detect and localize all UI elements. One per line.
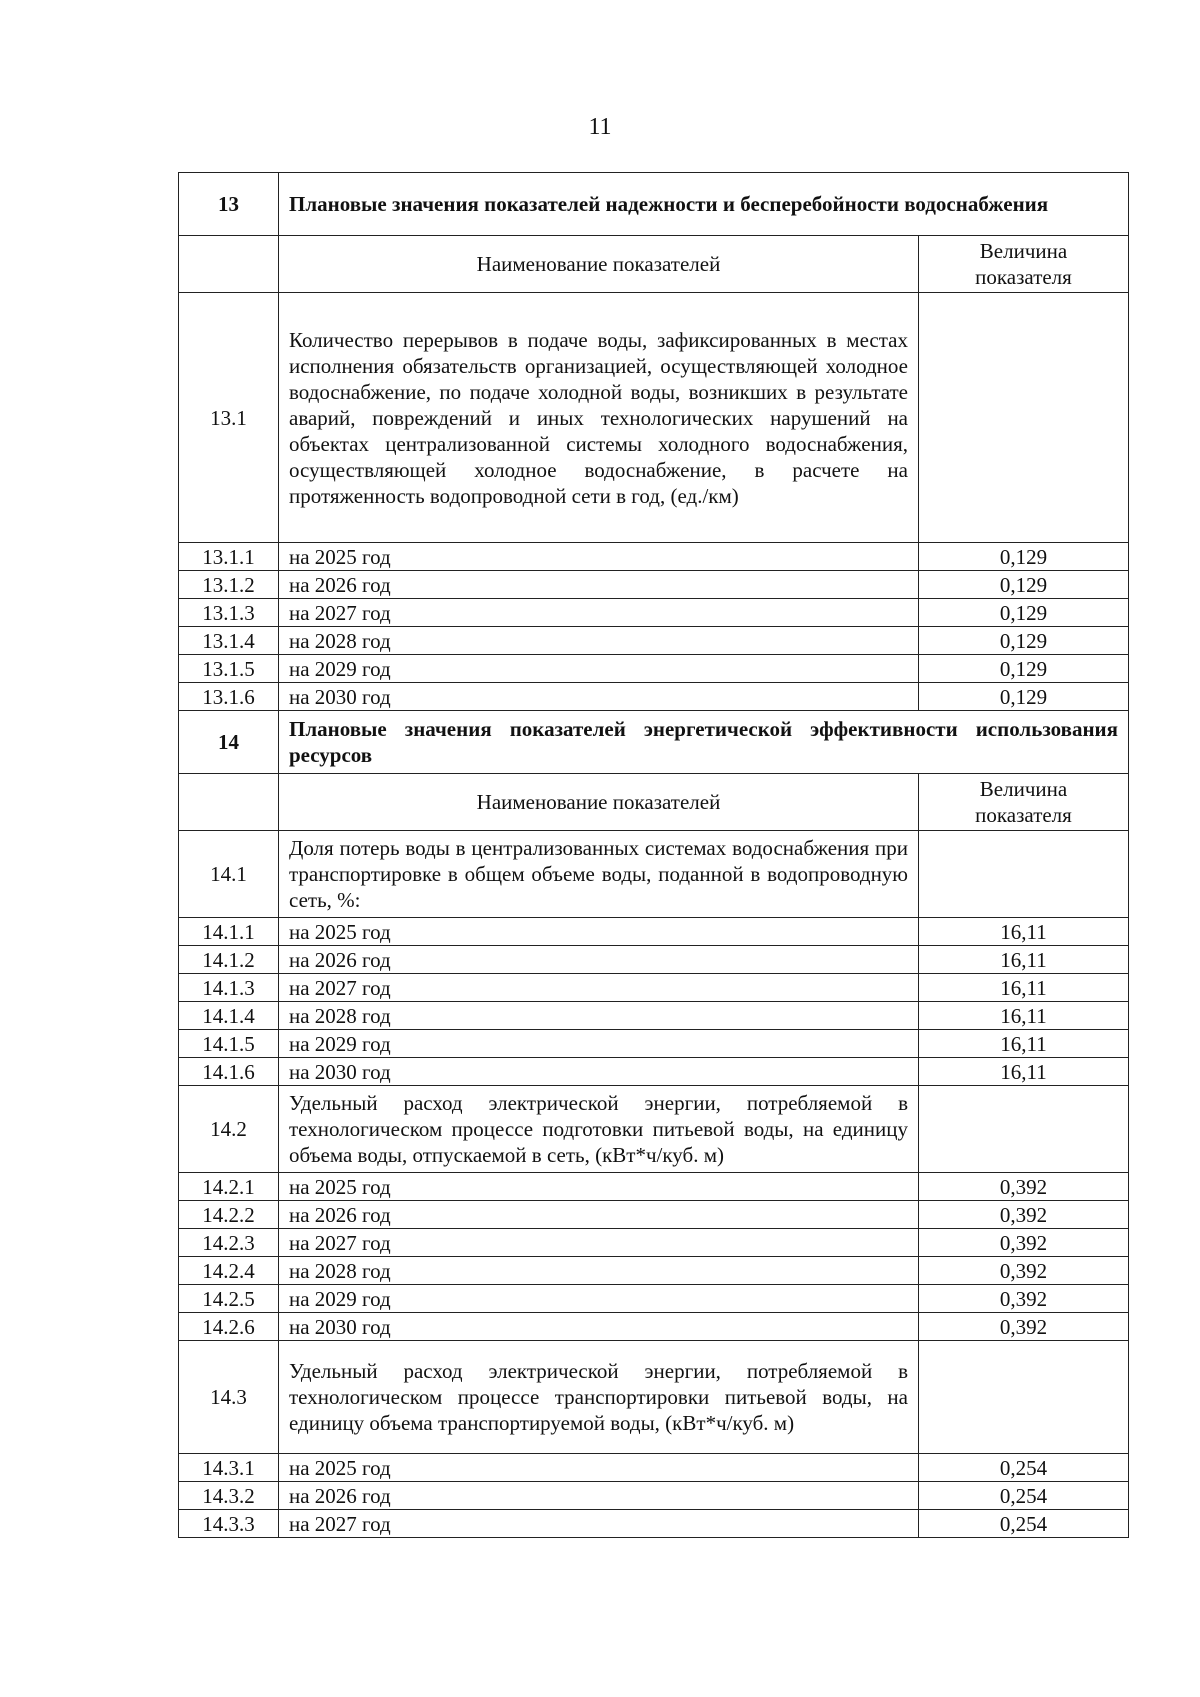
section-number: 14 (179, 711, 279, 774)
indicator-row (179, 1341, 1129, 1454)
year-value: 0,254 (919, 1482, 1129, 1510)
indicator-number: 14.1 (179, 831, 279, 918)
year-label: на 2030 год (279, 683, 919, 711)
year-value: 0,254 (919, 1454, 1129, 1482)
indicator-value-blank (919, 831, 1129, 918)
year-number: 13.1.5 (179, 655, 279, 683)
section-row (179, 711, 1129, 774)
year-label: на 2025 год (279, 1173, 919, 1201)
year-row (179, 683, 1129, 711)
year-label: на 2029 год (279, 1030, 919, 1058)
year-value: 0,129 (919, 683, 1129, 711)
column-header-value: Величина показателя (919, 774, 1129, 831)
indicator-number: 14.3 (179, 1341, 279, 1454)
year-number: 14.1.2 (179, 946, 279, 974)
year-row (179, 571, 1129, 599)
indicator-value-blank (919, 1341, 1129, 1454)
year-value: 16,11 (919, 946, 1129, 974)
year-row (179, 599, 1129, 627)
year-value: 16,11 (919, 1030, 1129, 1058)
year-row (179, 918, 1129, 946)
year-value: 0,254 (919, 1510, 1129, 1538)
indicator-value-blank (919, 293, 1129, 543)
year-row (179, 1058, 1129, 1086)
year-value: 0,392 (919, 1285, 1129, 1313)
year-label: на 2030 год (279, 1313, 919, 1341)
year-row (179, 1482, 1129, 1510)
year-number: 14.2.2 (179, 1201, 279, 1229)
year-number: 14.2.3 (179, 1229, 279, 1257)
year-value: 0,129 (919, 627, 1129, 655)
section-row (179, 173, 1129, 236)
year-number: 14.1.4 (179, 1002, 279, 1030)
year-number: 14.1.5 (179, 1030, 279, 1058)
year-value: 16,11 (919, 1058, 1129, 1086)
year-label: на 2028 год (279, 1257, 919, 1285)
year-label: на 2026 год (279, 1482, 919, 1510)
indicator-number: 14.2 (179, 1086, 279, 1173)
year-row (179, 974, 1129, 1002)
column-header-blank (179, 774, 279, 831)
year-label: на 2025 год (279, 543, 919, 571)
indicator-row (179, 1086, 1129, 1173)
year-label: на 2029 год (279, 1285, 919, 1313)
year-row (179, 1510, 1129, 1538)
indicator-text: Количество перерывов в подаче воды, зафиксированных в местах исполнения обязательств организацией, осуществляющей холодное водоснабжение, по подаче холодной воды, возникших в результате аварий, повреждений и иных технологических нарушений на объектах централизованной системы холодного водоснабжения, осуществляющей холодное водоснабжение, в расчете на протяженность водопроводной сети в год, (ед./км) (279, 293, 919, 543)
section-title: Плановые значения показателей энергетической эффективности использования ресурсов (279, 711, 1129, 774)
year-label: на 2028 год (279, 627, 919, 655)
year-label: на 2025 год (279, 1454, 919, 1482)
year-number: 14.2.1 (179, 1173, 279, 1201)
year-value: 0,392 (919, 1229, 1129, 1257)
year-row (179, 1454, 1129, 1482)
column-header-value: Величина показателя (919, 236, 1129, 293)
year-number: 14.2.4 (179, 1257, 279, 1285)
year-row (179, 1313, 1129, 1341)
year-label: на 2026 год (279, 1201, 919, 1229)
column-header-blank (179, 236, 279, 293)
year-number: 14.1.1 (179, 918, 279, 946)
section-number: 13 (179, 173, 279, 236)
indicators-table (178, 172, 1129, 1538)
column-header-name: Наименование показателей (279, 236, 919, 293)
year-row (179, 1201, 1129, 1229)
year-number: 14.2.6 (179, 1313, 279, 1341)
year-number: 13.1.3 (179, 599, 279, 627)
year-row (179, 543, 1129, 571)
indicator-number: 13.1 (179, 293, 279, 543)
year-number: 13.1.1 (179, 543, 279, 571)
year-row (179, 1285, 1129, 1313)
year-value: 0,392 (919, 1201, 1129, 1229)
indicator-row (179, 293, 1129, 543)
year-label: на 2026 год (279, 946, 919, 974)
column-header-row (179, 774, 1129, 831)
year-value: 0,392 (919, 1313, 1129, 1341)
year-number: 13.1.6 (179, 683, 279, 711)
year-number: 14.1.3 (179, 974, 279, 1002)
year-value: 16,11 (919, 1002, 1129, 1030)
section-title: Плановые значения показателей надежности и бесперебойности водоснабжения (279, 173, 1129, 236)
year-value: 0,129 (919, 571, 1129, 599)
column-header-name: Наименование показателей (279, 774, 919, 831)
indicator-row (179, 831, 1129, 918)
year-value: 16,11 (919, 918, 1129, 946)
year-label: на 2027 год (279, 1510, 919, 1538)
year-number: 13.1.4 (179, 627, 279, 655)
year-label: на 2030 год (279, 1058, 919, 1086)
year-label: на 2027 год (279, 599, 919, 627)
year-value: 0,129 (919, 543, 1129, 571)
year-value: 0,129 (919, 655, 1129, 683)
year-row (179, 655, 1129, 683)
year-row (179, 1173, 1129, 1201)
year-number: 14.1.6 (179, 1058, 279, 1086)
year-label: на 2026 год (279, 571, 919, 599)
year-label: на 2027 год (279, 1229, 919, 1257)
indicator-text: Удельный расход электрической энергии, потребляемой в технологическом процессе подготовки питьевой воды, на единицу объема воды, отпускаемой в сеть, (кВт*ч/куб. м) (279, 1086, 919, 1173)
year-row (179, 1257, 1129, 1285)
indicator-value-blank (919, 1086, 1129, 1173)
year-number: 14.3.3 (179, 1510, 279, 1538)
indicator-text: Удельный расход электрической энергии, потребляемой в технологическом процессе транспортировки питьевой воды, на единицу объема транспортируемой воды, (кВт*ч/куб. м) (279, 1341, 919, 1454)
year-number: 14.3.1 (179, 1454, 279, 1482)
year-value: 0,129 (919, 599, 1129, 627)
year-label: на 2027 год (279, 974, 919, 1002)
indicator-text: Доля потерь воды в централизованных системах водоснабжения при транспортировке в общем объеме воды, поданной в водопроводную сеть, %: (279, 831, 919, 918)
year-row (179, 946, 1129, 974)
page-number: 11 (588, 114, 612, 140)
year-row (179, 1002, 1129, 1030)
year-number: 14.2.5 (179, 1285, 279, 1313)
year-number: 13.1.2 (179, 571, 279, 599)
year-label: на 2029 год (279, 655, 919, 683)
column-header-row (179, 236, 1129, 293)
year-row (179, 1030, 1129, 1058)
year-value: 0,392 (919, 1173, 1129, 1201)
year-label: на 2028 год (279, 1002, 919, 1030)
year-value: 16,11 (919, 974, 1129, 1002)
year-number: 14.3.2 (179, 1482, 279, 1510)
year-value: 0,392 (919, 1257, 1129, 1285)
year-label: на 2025 год (279, 918, 919, 946)
year-row (179, 627, 1129, 655)
year-row (179, 1229, 1129, 1257)
